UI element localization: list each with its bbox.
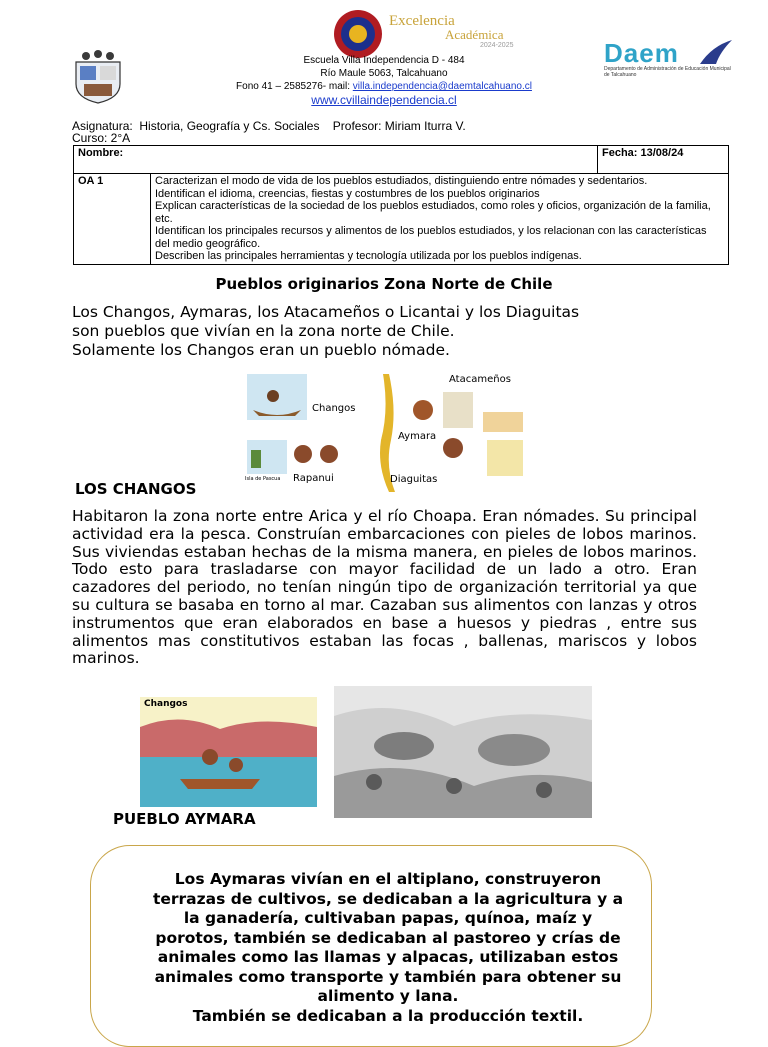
excellence-sub: Académica bbox=[445, 27, 504, 42]
school-address: Río Maule 5063, Talcahuano bbox=[320, 68, 448, 79]
email-link[interactable]: villa.independencia@daemtalcahuano.cl bbox=[352, 81, 532, 92]
name-label: Nombre: bbox=[78, 147, 124, 159]
daem-caption: Departamento de Administración de Educación Municipal de Talcahuano bbox=[604, 66, 731, 78]
website-link[interactable]: www.cvillaindependencia.cl bbox=[311, 93, 457, 107]
intro-line: Solamente los Changos eran un pueblo nómade. bbox=[72, 341, 450, 359]
map-label-diaguitas: Diaguitas bbox=[390, 474, 438, 485]
changos-image-label: Changos bbox=[144, 699, 188, 709]
objective-item: Identifican el idioma, creencias, fiestas y costumbres de los pueblos originarios bbox=[155, 187, 540, 200]
peoples-map-image bbox=[243, 370, 528, 495]
aymara-heading: PUEBLO AYMARA bbox=[113, 810, 256, 828]
aymara-text: Los Aymaras vivían en el altiplano, construyeron terrazas de cultivos, se dedicaban a la agricultura y a la ganadería, cultivaban papas, quínoa, maíz y porotos, también se dedicaban al pastoreo y crías de animales como las llamas y alpacas, utilizaban estos animales como transporte y también para obtener su alimento y lana. bbox=[152, 870, 624, 1005]
aymara-paragraph bbox=[148, 870, 628, 1026]
excellence-years: 2024-2025 bbox=[480, 42, 514, 49]
subject-line: Asignatura: Historia, Geografía y Cs. Sociales Profesor: Miriam Iturra V. bbox=[72, 119, 466, 133]
intro-paragraph bbox=[72, 303, 697, 360]
school-name: Escuela Villa Independencia D - 484 bbox=[303, 55, 465, 66]
changos-canoe-image bbox=[140, 697, 317, 807]
website-line bbox=[0, 93, 768, 107]
map-label-isla: Isla de Pascua bbox=[245, 476, 281, 482]
date-cell bbox=[598, 146, 729, 174]
objectives-table bbox=[73, 145, 729, 265]
changos-sketch-image bbox=[334, 686, 592, 818]
name-cell bbox=[74, 146, 598, 174]
oa-cell bbox=[74, 174, 151, 265]
school-contact bbox=[0, 81, 768, 92]
phone-text: Fono 41 – 2585276- mail: bbox=[236, 81, 353, 92]
date-label: Fecha: 13/08/24 bbox=[602, 147, 684, 159]
aymara-text-2: También se dedicaban a la producción textil. bbox=[192, 1006, 584, 1025]
map-label-rapanui: Rapanui bbox=[293, 473, 334, 484]
objective-item: Identifican los principales recursos y alimentos de los pueblos estudiados, y los relacionan con las características del medio geográfico. bbox=[155, 225, 707, 250]
daem-logo: Daem bbox=[604, 38, 679, 68]
changos-heading: LOS CHANGOS bbox=[75, 480, 197, 498]
changos-paragraph: Habitaron la zona norte entre Arica y el río Choapa. Eran nómades. Su principal actividad era la pesca. Construían embarcaciones con pieles de lobos marinos. Sus viviendas estaban hechas de la misma manera, en pieles de lobos marinos. Todo esto para trasladarse con mayor facilidad de un lado a otro. Eran cazadores del periodo, no tenían ningún tipo de organización territorial ya que su cultura se basaba en torno al mar. Cazaban sus alimentos con lanzas y otros instrumentos que eran elaborados en base a huesos y piedras , entre sus alimentos mas constitutivos estaban las focas , ballenas, mariscos y lobos marinos. bbox=[72, 507, 697, 668]
objective-item: Caracterizan el modo de vida de los pueblos estudiados, distinguiendo entre nómades y sedentarios. bbox=[155, 175, 648, 187]
objective-item: Describen las principales herramientas y tecnología utilizada por los pueblos indígenas. bbox=[155, 250, 582, 262]
page-title: Pueblos originarios Zona Norte de Chile bbox=[215, 275, 553, 293]
map-label-aymara: Aymara bbox=[398, 431, 437, 442]
course-line: Curso: 2°A bbox=[72, 131, 131, 145]
oa-label: OA 1 bbox=[78, 175, 104, 187]
intro-line: son pueblos que vivían en la zona norte de Chile. bbox=[72, 322, 455, 340]
excellence-seal bbox=[330, 8, 386, 60]
map-label-atacamenos: Atacameños bbox=[449, 374, 511, 385]
intro-line: Los Changos, Aymaras, los Atacameños o Licantai y los Diaguitas bbox=[72, 303, 580, 321]
objectives-cell bbox=[151, 174, 729, 265]
excellence-title: Excelencia bbox=[389, 13, 455, 29]
objective-item: Explican características de la sociedad de los pueblos estudiados, como roles y oficios, organización de la familia, etc. bbox=[155, 200, 711, 225]
map-label-changos: Changos bbox=[312, 403, 356, 414]
